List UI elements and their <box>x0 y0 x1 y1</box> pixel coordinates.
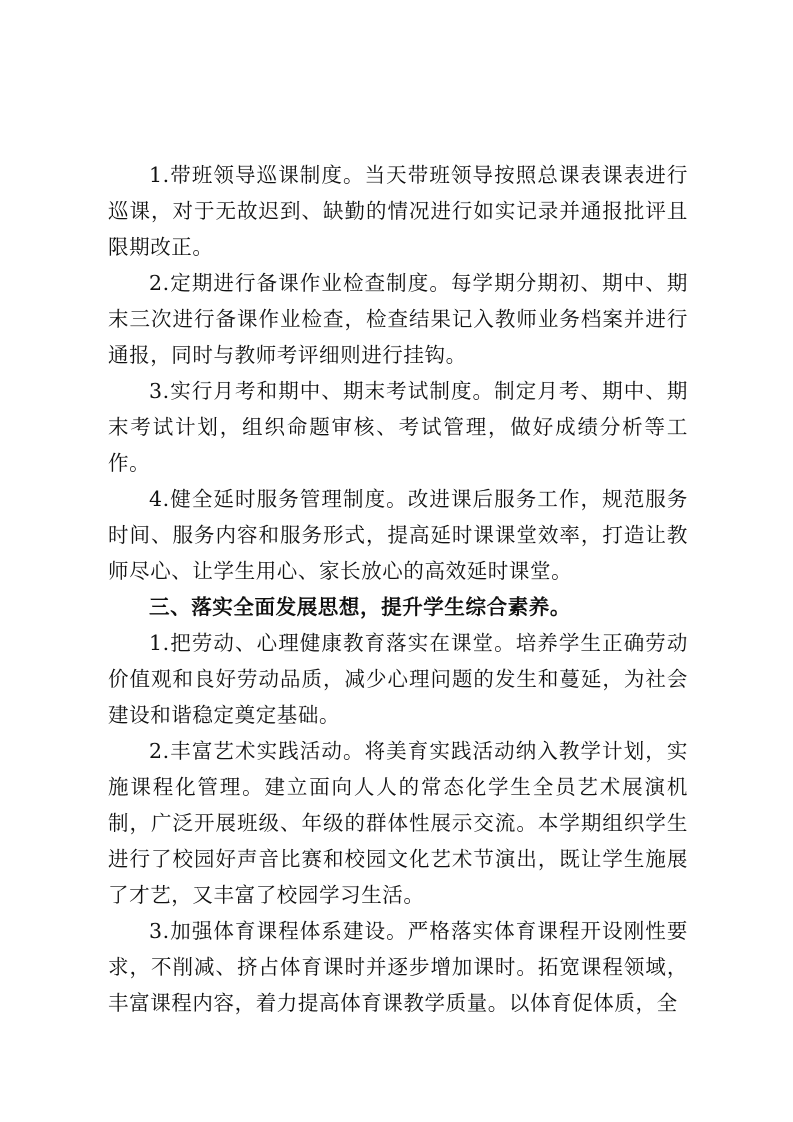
section-heading: 三、落实全面发展思想，提升学生综合素养。 <box>149 595 571 619</box>
paragraph-extended-service-system: 4.健全延时服务管理制度。改进课后服务工作，规范服务时间、服务内容和服务形式，提高延时课课堂效率，打造让教师尽心、让学生用心、家长放心的高效延时课堂。 <box>108 487 688 583</box>
paragraph-exam-system: 3.实行月考和期中、期末考试制度。制定月考、期中、期末考试计划，组织命题审核、考试管理，做好成绩分析等工作。 <box>108 379 688 475</box>
paragraph-lesson-check-system: 2.定期进行备课作业检查制度。每学期分期初、期中、期末三次进行备课作业检查，检查结果记入教师业务档案并进行通报，同时与教师考评细则进行挂钩。 <box>108 271 688 367</box>
paragraph-inspection-system: 1.带班领导巡课制度。当天带班领导按照总课表课表进行巡课，对于无故迟到、缺勤的情况进行如实记录并通报批评且限期改正。 <box>108 163 688 259</box>
paragraph-labor-mental-health: 1.把劳动、心理健康教育落实在课堂。培养学生正确劳动价值观和良好劳动品质，减少心理问题的发生和蔓延，为社会建设和谐稳定奠定基础。 <box>108 631 688 727</box>
paragraph-art-practice: 2.丰富艺术实践活动。将美育实践活动纳入教学计划，实施课程化管理。建立面向人人的常态化学生全员艺术展演机制，广泛开展班级、年级的群体性展示交流。本学期组织学生进行了校园好声音比赛和校园文化艺术节演出，既让学生施展了才艺，又丰富了校园学习生活。 <box>108 739 688 907</box>
paragraph-pe-curriculum: 3.加强体育课程体系建设。严格落实体育课程开设刚性要求，不削减、挤占体育课时并逐步增加课时。拓宽课程领域，丰富课程内容，着力提高体育课教学质量。以体育促体质，全 <box>108 919 688 1015</box>
document-body <box>108 157 688 1021</box>
